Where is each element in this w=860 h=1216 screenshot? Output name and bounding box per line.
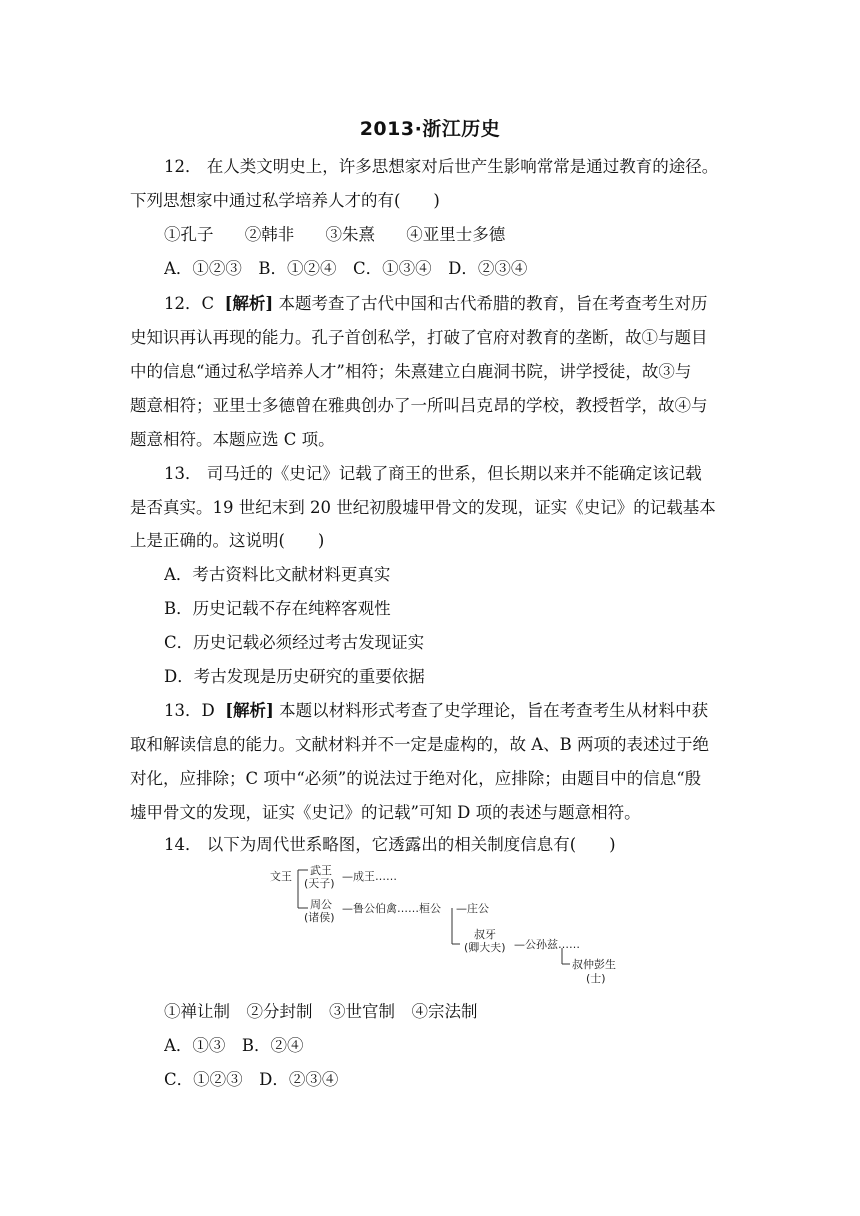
q12-options: A．①②③ B．①②④ C．①③④ D．②③④ [164, 259, 528, 278]
q13-option-d: D．考古发现是历史研究的重要依据 [164, 667, 425, 686]
q12-items [164, 224, 730, 246]
q14-stem: 14． 以下为周代世系略图，它透露出的相关制度信息有( ) [164, 835, 616, 854]
a12-line-3: 中的信息“通过私学培养人才”相符；朱熹建立白鹿洞书院，讲学授徒，故③与 [130, 362, 692, 381]
a13-line-2: 取和解读信息的能力。文献材料并不一定是虚构的，故 A、B 两项的表述过于绝 [130, 735, 710, 754]
q13-stem-line-2: 是否真实。19 世纪末到 20 世纪初殷墟甲骨文的发现，证实《史记》的记载基本 [130, 498, 716, 517]
a12-line-4: 题意相符；亚里士多德曾在雅典创办了一所叫吕克昂的学校，教授哲学，故④与 [130, 396, 708, 415]
a13-answer: 13．D [164, 701, 215, 720]
q13-option-a: A．考古资料比文献材料更真实 [164, 565, 391, 584]
a12-line-1 [164, 293, 730, 315]
q13-option-c: C．历史记载必须经过考古发现证实 [164, 633, 425, 652]
a13-analysis-tag: [解析] [225, 701, 274, 720]
q12-item-4: ④亚里士多德 [406, 225, 506, 244]
q14-options-ab: A．①③ B．②④ [164, 1036, 304, 1055]
node-gongsunzi: —公孙兹…… [514, 938, 580, 951]
q12-item-3: ③朱熹 [325, 225, 375, 244]
node-shuzhong: 叔仲彭生 [572, 958, 616, 971]
q12-item-2: ②韩非 [244, 225, 295, 244]
node-shi: (士) [586, 972, 606, 985]
node-tianzi: (天子) [304, 877, 335, 890]
page-title: 2013·浙江历史 [359, 118, 501, 140]
node-shuya: 叔牙 [474, 928, 496, 941]
node-qingdafu: (卿大夫) [464, 941, 506, 954]
a12-analysis-tag: [解析] [224, 294, 274, 313]
a13-line-4: 墟甲骨文的发现，证实《史记》的记载”可知 D 项的表述与题意相符。 [130, 803, 641, 822]
q12-stem-line-1: 12． 在人类文明史上，许多思想家对后世产生影响常常是通过教育的途径。 [164, 157, 719, 176]
a12-answer: 12．C [164, 294, 215, 313]
a13-line-3: 对化，应排除；C 项中“必须”的说法过于绝对化，应排除；由题目中的信息“殷 [130, 769, 702, 788]
a13-line-1 [164, 700, 730, 722]
node-wenwang: 文王 [270, 870, 292, 883]
node-zhuanggong: —庄公 [456, 902, 489, 915]
a13-text-1: 本题以材料形式考查了史学理论，旨在考查考生从材料中获 [279, 701, 709, 720]
node-zhuhou: (诸侯) [304, 911, 335, 924]
a12-line-2: 史知识再认再现的能力。孔子首创私学，打破了官府对教育的垄断，故①与题目 [130, 328, 708, 347]
node-zhougong: 周公 [310, 898, 332, 911]
node-wuwang: 武王 [310, 864, 332, 877]
q13-option-b: B．历史记载不存在纯粹客观性 [164, 599, 391, 618]
a12-line-5: 题意相符。本题应选 C 项。 [130, 430, 335, 449]
node-chengwang: —成王…… [342, 870, 397, 883]
node-lugong: —鲁公伯禽……桓公 [342, 902, 441, 915]
q12-item-1: ①孔子 [164, 225, 214, 244]
q12-stem-line-2: 下列思想家中通过私学培养人才的有( ) [130, 191, 440, 210]
a12-text-1: 本题考查了古代中国和古代希腊的教育，旨在考查考生对历 [278, 294, 708, 313]
q13-stem-line-1: 13． 司马迁的《史记》记载了商王的世系，但长期以来并不能确定该记载 [164, 464, 702, 483]
q14-options-cd: C．①②③ D．②③④ [164, 1070, 339, 1089]
zhou-lineage-diagram [268, 864, 648, 992]
q13-stem-line-3: 上是正确的。这说明( ) [130, 531, 325, 550]
q14-items: ①禅让制 ②分封制 ③世官制 ④宗法制 [164, 1002, 478, 1021]
